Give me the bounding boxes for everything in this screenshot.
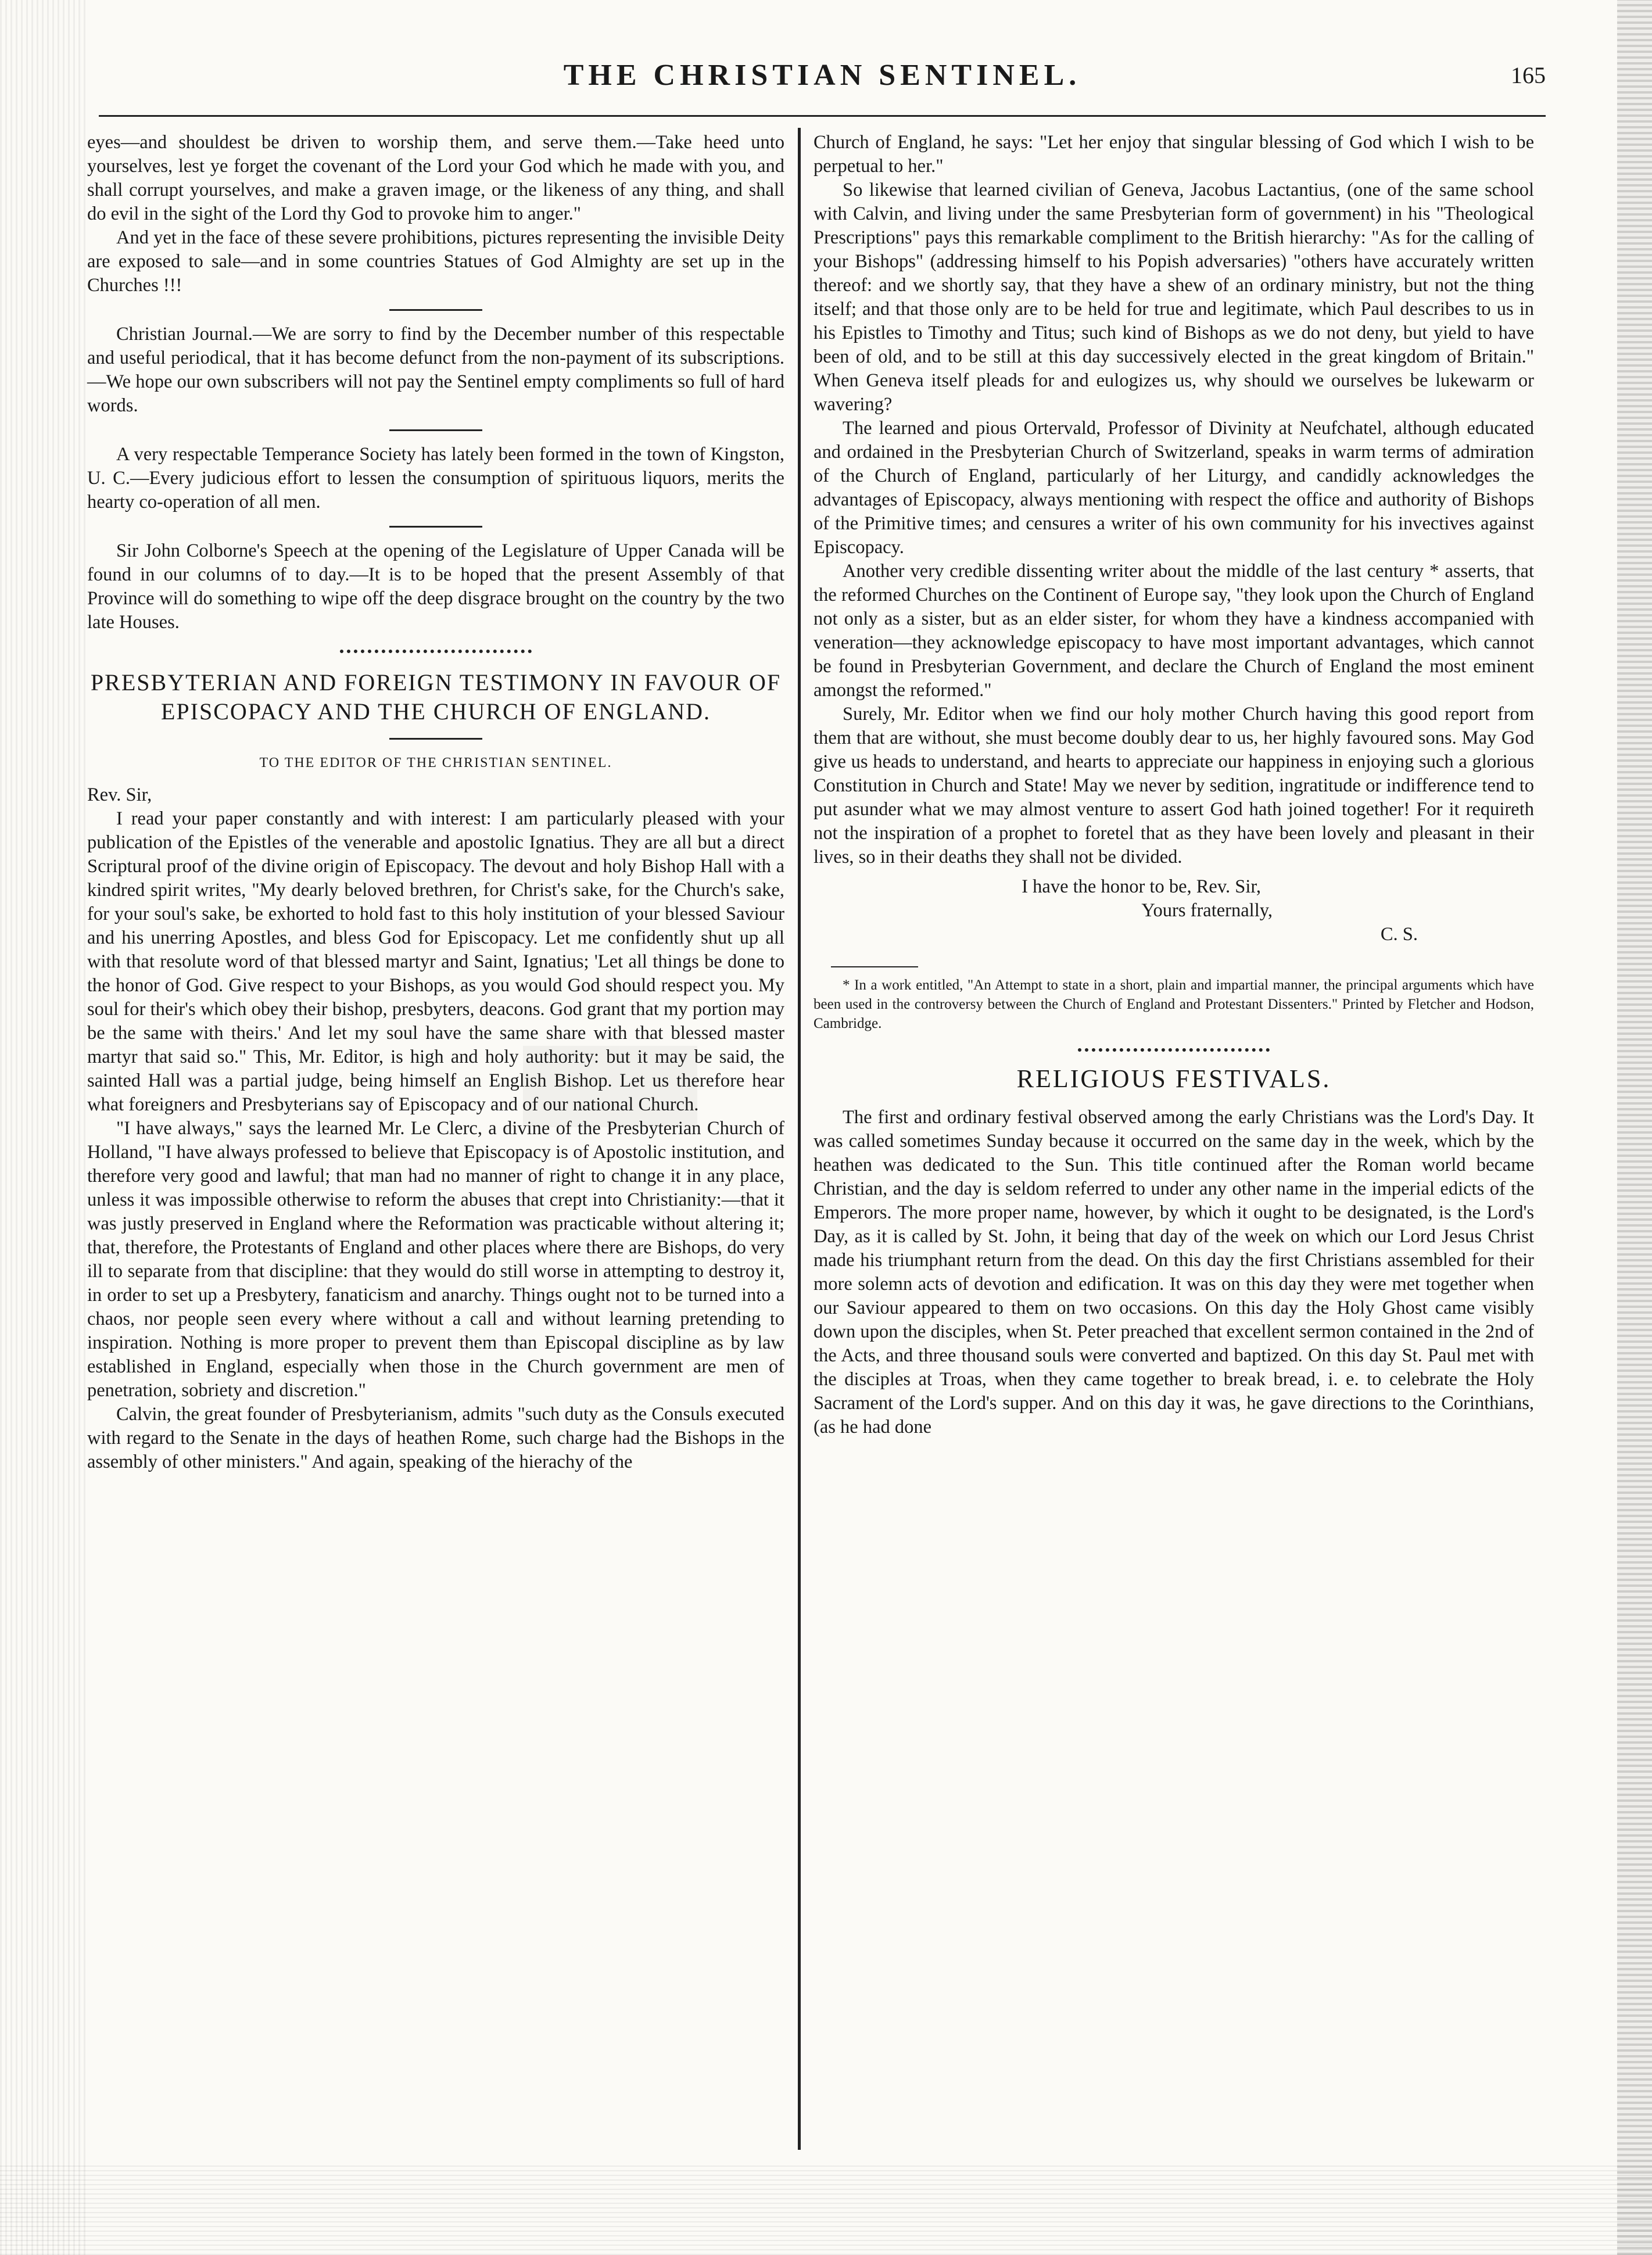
column-divider (798, 128, 801, 2150)
scan-noise-left (0, 0, 87, 2255)
scan-noise-right (1617, 0, 1652, 2255)
section-divider (340, 650, 532, 653)
letter-address: TO THE EDITOR OF THE CHRISTIAN SENTINEL. (259, 755, 612, 770)
divider (389, 526, 482, 528)
page-number: 165 (1511, 62, 1546, 88)
signoff-line: I have the honor to be, Rev. Sir, (1022, 876, 1261, 897)
signoff-line: Yours fraternally, (1141, 900, 1273, 921)
section-divider (1078, 1048, 1270, 1052)
running-head (99, 58, 1546, 110)
footnote-rule (831, 966, 918, 967)
section-heading: RELIGIOUS FESTIVALS. (1016, 1064, 1331, 1093)
paragraph: Christian Journal.—We are sorry to find by the December number of this respectable and useful periodical, that it has become defunct from the non-payment of its subscriptions.—We hope our own subscribers will not pay the Sentinel empty compliments so full of hard words. (87, 324, 784, 416)
footnote: * In a work entitled, "An Attempt to state in a short, plain and impartial manner, the principal arguments which have been used in the controversy between the Church of England and Protestant Dissenters." Printed by Fletcher and Hodson, Cambridge. (814, 977, 1534, 1031)
scan-noise-bottom (0, 2162, 1652, 2255)
divider (389, 429, 482, 431)
paragraph: The first and ordinary festival observed among the early Christians was the Lord's Day. It was called sometimes Sunday because it occurred on the same day in the week, which by the heathen was dedicated to the Sun. This title continued after the Roman world became Christian, and the day is seldom referred to under any other name in the imperial edicts of the Emperors. The more proper name, however, by which it ought to be designated, is the Lord's Day, as it is called by St. John, it being that day of the week on which our Lord Jesus Christ made his triumphant return from the dead. On this day the first Christians assembled for their more solemn acts of devotion and edification. It was on this day they were met together when our Saviour appeared to them on two occasions. On this day the Holy Ghost came visibly down upon the disciples, when St. Peter preached that excellent sermon contained in the 2nd of the Acts, and three thousand souls were converted and baptized. On this day St. Paul met with the disciples at Troas, when they came together to break bread, i. e. to celebrate the Holy Sacrament of the Lord's supper. And on this day it was, he gave directions to the Corinthians, (as he had done (814, 1107, 1534, 1437)
paragraph: "I have always," says the learned Mr. Le Clerc, a divine of the Presbyterian Church of Holland, "I have always professed to believe that Episcopacy is of Apostolic institution, and therefore very good and lawful; that man had no manner of right to change it in any place, unless it was impossible otherwise to reform the abuses that crept into Christianity:—that it was justly preserved in England where the Reformation was practicable without altering it; that, therefore, the Protestants of England and other places where there are Bishops, do very ill to separate from that discipline: that they would do still worse in attempting to destroy it, in order to set up a Presbytery, fanaticism and anarchy. Things ought not to be turned into a chaos, nor people seen every where without a call and without learning pretending to inspiration. Nothing is more proper to prevent them than Episcopal discipline as by law established in England, especially when those in the Church government are men of penetration, sobriety and discretion." (87, 1118, 784, 1401)
paragraph: So likewise that learned civilian of Geneva, Jacobus Lactantius, (one of the same school with Calvin, and living under the same Presbyterian form of government) in his "Theological Prescriptions" pays this remarkable compliment to the British hierarchy: "As for the calling of your Bishops" (addressing himself to his Popish adversaries) "others have accurately written thereof: and we shortly say, that they have a shew of an ordinary ministry, but not the thing itself; and that those only are to be held for true and legitimate, which Paul describes to us in his Epistles to Timothy and Titus; such kind of Bishops as we do not deny, but yield to have been of old, and to be still at this day successively elected in the great kingdom of Britain." When Geneva itself pleads for and eulogizes us, why should we ourselves be lukewarm or wavering? (814, 180, 1534, 415)
left-column (87, 131, 784, 1474)
right-column (814, 131, 1534, 1439)
journal-title: THE CHRISTIAN SENTINEL. (563, 59, 1081, 92)
divider (389, 309, 482, 311)
divider (389, 738, 482, 740)
paragraph: Surely, Mr. Editor when we find our holy mother Church having this good report from them that are without, she must become doubly dear to us, her highly favoured sons. May God give us heads to understand, and hearts to appreciate our happiness in enjoying such a glorious Constitution in Church and State! May we never by sedition, ingratitude or indifference tend to put asunder what we may almost venture to assert God hath joined together! For it requireth not the inspiration of a prophet to foretel that as they have been lovely and pleasant in their lives, so in their deaths they shall not be divided. (814, 704, 1534, 867)
paragraph: Calvin, the great founder of Presbyterianism, admits "such duty as the Consuls executed with regard to the Senate in the days of heathen Rome, such charge had the Bishops in the assembly of other ministers." And again, speaking of the hierachy of the (87, 1404, 784, 1472)
salutation: Rev. Sir, (87, 784, 152, 805)
paragraph: Sir John Colborne's Speech at the opening of the Legislature of Upper Canada will be found in our columns of to day.—It is to be hoped that the present Assembly of that Province will do something to wipe off the deep disgrace brought on the country by the two late Houses. (87, 540, 784, 633)
paragraph: Another very credible dissenting writer about the middle of the last century * asserts, that the reformed Churches on the Continent of Europe say, "they look upon the Church of England not only as a sister, but as an elder sister, for whom they have a kindness accompanied with veneration—they acknowledge episcopacy to have most important advantages, which cannot be found in Presbyterian Government, and declare the Church of England the most eminent amongst the reformed." (814, 561, 1534, 701)
paragraph: I read your paper constantly and with interest: I am particularly pleased with your publication of the Epistles of the venerable and apostolic Ignatius. They are all but a direct Scriptural proof of the divine origin of Episcopacy. The devout and holy Bishop Hall with a kindred spirit writes, "My dearly beloved brethren, for Christ's sake, for the Church's sake, for your soul's sake, be exhorted to hold fast to this holy institution of your blessed Saviour and his unerring Apostles, and bless God for Episcopacy. Let me confidently shut up all with that resolute word of that blessed martyr and Saint, Ignatius; 'Let all things be done to the honor of God. Give respect to your Bishops, as you would God should respect you. My soul for their's which obey their bishop, presbyters, deacons. God grant that my portion may be the same with theirs.' And let my soul have the same share with that blessed master martyr that said so." This, Mr. Editor, is high and holy authority: but it may be said, the sainted Hall was a partial judge, being himself an English Bishop. Let us therefore hear what foreigners and Presbyterians say of Episcopacy and of our national Church. (87, 808, 784, 1115)
paragraph: And yet in the face of these severe prohibitions, pictures representing the invisible Deity are exposed to sale—and in some countries Statues of God Almighty are set up in the Churches !!! (87, 227, 784, 296)
paragraph: A very respectable Temperance Society has lately been formed in the town of Kingston, U. C.—Every judicious effort to lessen the consumption of spirituous liquors, merits the hearty co-operation of all men. (87, 444, 784, 512)
paragraph: eyes—and shouldest be driven to worship them, and serve them.—Take heed unto yourselves, lest ye forget the covenant of the Lord your God which he made with you, and shall corrupt yourselves, and make a graven image, or the likeness of any thing, and shall do evil in the sight of the Lord thy God to provoke him to anger." (87, 132, 784, 224)
paragraph: Church of England, he says: "Let her enjoy that singular blessing of God which I wish to be perpetual to her." (814, 132, 1534, 177)
header-rule (99, 115, 1546, 117)
paragraph: The learned and pious Ortervald, Professor of Divinity at Neufchatel, although educated and ordained in the Presbyterian Church of Switzerland, speaks in warm terms of admiration of the Church of England, particularly of her Liturgy, and candidly acknowledges the advantages of Episcopacy, always mentioning with respect the office and authority of Bishops of the Primitive times; and censures a writer of his own community for his invectives against Episcopacy. (814, 418, 1534, 558)
signature: C. S. (1380, 924, 1418, 945)
article-heading: PRESBYTERIAN AND FOREIGN TESTIMONY IN FAVOUR OF EPISCOPACY AND THE CHURCH OF ENGLAND. (90, 669, 782, 725)
